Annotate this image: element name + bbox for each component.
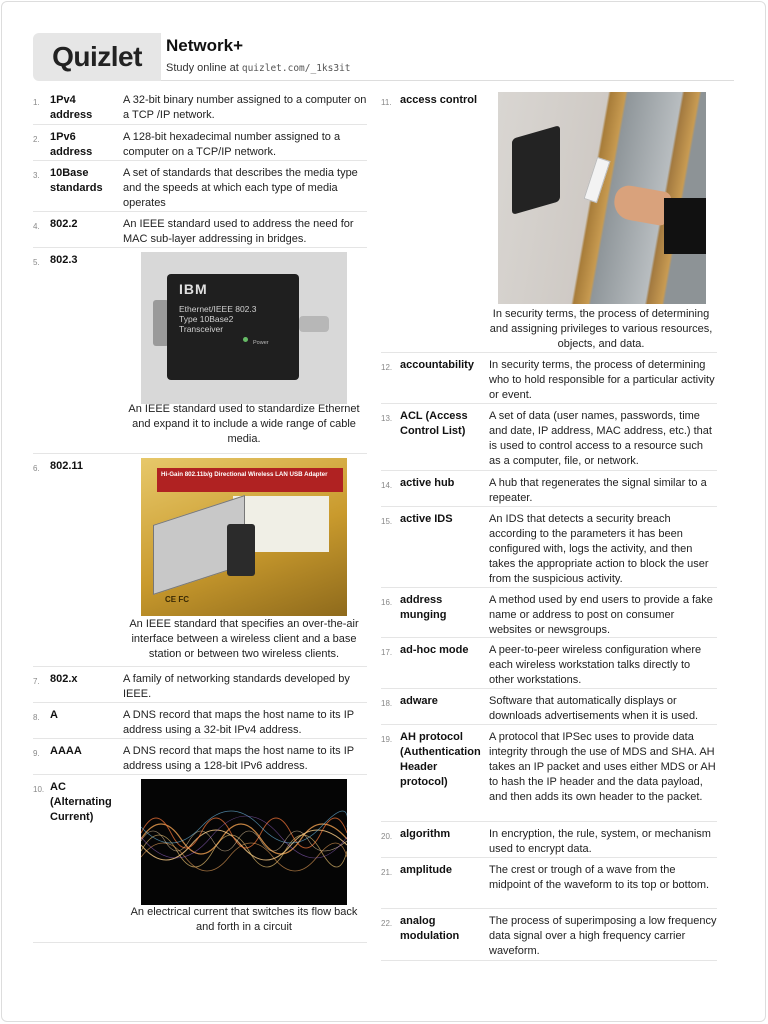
term-definition: An electrical current that switches its flow back and forth in a circuit <box>130 906 358 933</box>
term-row <box>33 161 367 212</box>
term-row <box>33 454 367 667</box>
access-control-card-reader-image <box>498 92 706 304</box>
term-word: A <box>50 709 58 721</box>
header-divider <box>161 80 734 81</box>
term-row <box>381 909 717 961</box>
alternating-current-light-image <box>141 779 347 905</box>
term-row <box>381 725 717 822</box>
term-number: 4. <box>33 222 40 231</box>
term-definition: An IEEE standard used to standardize Ethernet and expand it to include a wide range of cable media. <box>128 403 360 445</box>
left-term-column <box>33 88 367 943</box>
term-row <box>33 667 367 703</box>
transceiver-brand-text: IBM <box>179 281 208 297</box>
term-definition: The process of superimposing a low frequency data signal over a high frequency carrier waveform. <box>489 915 717 957</box>
term-definition: A 128-bit hexadecimal number assigned to a computer on a TCP/IP network. <box>123 131 341 158</box>
study-online-link[interactable]: quizlet.com/_1ks3it <box>241 63 351 74</box>
ce-mark-text: CE FC <box>165 595 189 604</box>
term-number: 2. <box>33 135 40 144</box>
term-word: 10Base standards <box>50 167 103 194</box>
term-word: 802.2 <box>50 218 78 230</box>
term-row <box>381 404 717 471</box>
term-word: 1Pv6 address <box>50 131 93 158</box>
term-row <box>33 703 367 739</box>
term-number: 19. <box>381 735 393 744</box>
term-word: AH protocol (Authentication Header protocol) <box>400 731 481 788</box>
term-number: 8. <box>33 713 40 722</box>
box-banner-text: Hi-Gain 802.11b/g Directional Wireless LAN USB Adapter <box>161 471 328 478</box>
card-reader-shape <box>512 125 560 215</box>
term-definition: Software that automatically displays or downloads advertisements when it is used. <box>489 695 699 722</box>
term-row <box>381 507 717 588</box>
term-number: 14. <box>381 481 393 490</box>
term-word: 802.11 <box>50 460 84 472</box>
study-online-label: Study online at <box>166 62 239 74</box>
term-definition: A peer-to-peer wireless configuration where each wireless workstation talks directly to other workstations. <box>489 644 702 686</box>
power-led-icon <box>243 337 248 342</box>
term-row <box>33 248 367 454</box>
term-word: amplitude <box>400 864 452 876</box>
usb-adapter-stand-shape <box>227 524 255 576</box>
term-definition: A protocol that IPSec uses to provide data integrity through the use of MDS and SHA. AH takes an IP packet and uses either MDS or AH to hash the IP header and the data payload, and then adds its own header to the packet. <box>489 731 716 803</box>
term-row <box>381 638 717 689</box>
access-card-shape <box>584 157 611 203</box>
term-word: address munging <box>400 594 447 621</box>
sleeve-shape <box>664 198 706 254</box>
term-definition: A hub that regenerates the signal similar to a repeater. <box>489 477 707 504</box>
term-word: ad-hoc mode <box>400 644 469 656</box>
term-number: 16. <box>381 598 393 607</box>
term-number: 18. <box>381 699 393 708</box>
term-word: analog modulation <box>400 915 460 942</box>
term-row <box>33 212 367 248</box>
term-row <box>381 353 717 404</box>
term-row <box>381 822 717 858</box>
bnc-connector-shape <box>299 316 329 332</box>
power-label-text: Power <box>253 340 269 346</box>
right-term-column <box>381 88 717 961</box>
term-definition: The crest or trough of a wave from the midpoint of the waveform to its top or bottom. <box>489 864 710 891</box>
term-definition: A set of standards that describes the media type and the speeds at which each type of media operates <box>123 167 358 209</box>
term-number: 13. <box>381 414 393 423</box>
term-number: 15. <box>381 517 393 526</box>
term-definition: An IDS that detects a security breach according to the parameters it has been configured with, logs the activity, and then takes the appropriate action to block the user from the suspicious activity. <box>489 513 709 585</box>
term-row <box>33 125 367 161</box>
quizlet-logo[interactable]: Quizlet <box>33 33 161 81</box>
term-row <box>33 739 367 775</box>
term-word: 802.3 <box>50 254 78 266</box>
term-number: 22. <box>381 919 393 928</box>
term-row <box>381 689 717 725</box>
term-row <box>33 88 367 125</box>
term-definition: A DNS record that maps the host name to its IP address using a 32-bit IPv4 address. <box>123 709 354 736</box>
term-definition: A set of data (user names, passwords, time and date, IP address, MAC address, etc.) that is used to control access to a resource such as a computer, file, or network. <box>489 410 712 467</box>
term-number: 7. <box>33 677 40 686</box>
term-definition: In security terms, the process of determining and assigning privileges to various resources, objects, and data. <box>489 308 713 350</box>
term-definition: In encryption, the rule, system, or mechanism used to encrypt data. <box>489 828 711 855</box>
term-number: 5. <box>33 258 40 267</box>
term-word: 1Pv4 address <box>50 94 93 121</box>
light-streaks-graphic <box>141 779 347 905</box>
ethernet-transceiver-image <box>141 252 347 404</box>
term-row <box>381 88 717 353</box>
term-number: 1. <box>33 98 40 107</box>
term-definition: A method used by end users to provide a fake name or address to post on consumer websites or newsgroups. <box>489 594 713 636</box>
term-definition: A 32-bit binary number assigned to a computer on a TCP /IP network. <box>123 94 367 121</box>
term-number: 20. <box>381 832 393 841</box>
term-number: 9. <box>33 749 40 758</box>
term-definition: A DNS record that maps the host name to its IP address using a 128-bit IPv6 address. <box>123 745 354 772</box>
term-row <box>381 858 717 909</box>
term-definition: An IEEE standard used to address the need for MAC sub-layer addressing in bridges. <box>123 218 354 245</box>
term-word: access control <box>400 94 478 106</box>
term-word: AC (Alternating Current) <box>50 781 112 823</box>
term-definition: An IEEE standard that specifies an over-the-air interface between a wireless client and a base station or between two wireless clients. <box>129 618 359 660</box>
term-word: ACL (Access Control List) <box>400 410 468 437</box>
term-word: 802.x <box>50 673 78 685</box>
transceiver-label-text: Ethernet/IEEE 802.3 Type 10Base2 Transceiver <box>179 304 257 334</box>
term-number: 21. <box>381 868 393 877</box>
term-number: 10. <box>33 785 45 794</box>
term-definition: In security terms, the process of determining who to hold responsible for a particular activity or event. <box>489 359 715 401</box>
term-definition: A family of networking standards developed by IEEE. <box>123 673 350 700</box>
term-word: adware <box>400 695 438 707</box>
term-word: active hub <box>400 477 455 489</box>
term-word: active IDS <box>400 513 453 525</box>
study-online-line <box>166 62 351 74</box>
term-number: 12. <box>381 363 393 372</box>
wireless-adapter-image <box>141 458 347 616</box>
term-word: AAAA <box>50 745 82 757</box>
term-number: 17. <box>381 648 393 657</box>
term-word: algorithm <box>400 828 451 840</box>
term-number: 6. <box>33 464 40 473</box>
term-word: accountability <box>400 359 474 371</box>
term-row <box>381 471 717 507</box>
term-number: 11. <box>381 98 392 107</box>
term-row <box>381 588 717 638</box>
term-number: 3. <box>33 171 40 180</box>
set-title: Network+ <box>166 36 243 55</box>
term-row <box>33 775 367 943</box>
